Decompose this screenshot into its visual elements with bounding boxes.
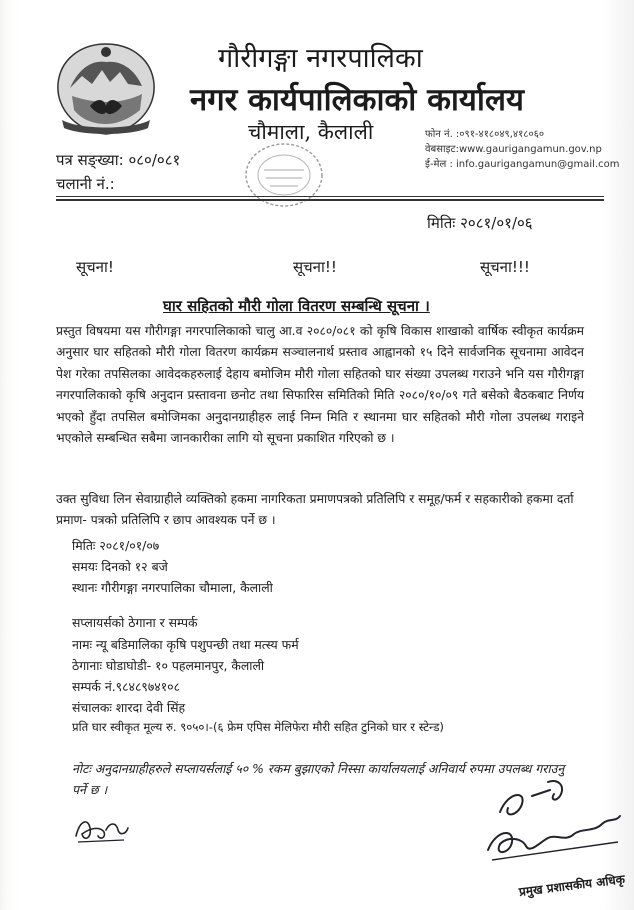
supplier-operator: संचालकः शारदा देवी सिंह [72, 700, 186, 715]
dispatch-number: चलानी नं.: [56, 175, 115, 193]
officer-signature [478, 772, 628, 872]
office-email[interactable]: ई-मेल : info.gaurigangamun@gmail.com [425, 159, 620, 170]
supplier-contact: सम्पर्क नं.९८४८९७४१०८ [72, 679, 181, 694]
notice-paragraph-1: प्रस्तुत विषयमा यस गौरीगङ्गा नगरपालिकाको चालु आ.व २०८०/०८१ को कृषि विकास शाखाको वार्षिक स्वीकृत कार्यक्रम अनुसार घार सहितको मौरी गोला वितरण कार्यक्रम सञ्चालनार्थ प्रस्ताव आह्वानको १५ दिने सार्वजनिक सूचनामा आवेदन पेश गरेका तपसिलका आवेदकहरुलाई देहाय बमोजिम मौरी गोला सहितको घार संख्या उपलब्ध गराउने भनि यस गौरीगङ्गा नगरपालिकाको कृषि अनुदान प्रस्तावना छनोट तथा सिफारिस समितिको मिति २०८०/१०/०९ गते बसेको बैठकबाट निर्णय भएको हुँदा तपसिल बमोजिमका अनुदानग्राहीहरु लाई निम्न मिति र स्थानमा घार सहितको मौरी गोला उपलब्ध गराइने भएकोले सम्बन्धित सबैमा जानकारीका लागि यो सूचना प्रकाशित गरिएको छ । [56, 324, 584, 446]
initials-signature [70, 810, 132, 848]
signatory-title: प्रमुख प्रशासकीय अधिकृ [518, 872, 626, 900]
notice-label-1: सूचना! [76, 258, 114, 276]
office-location: चौमाला, कैलाली [248, 120, 374, 144]
distribution-date: मितिः २०८१/०१/०७ [72, 538, 160, 553]
hive-price: प्रति घार स्वीकृत मूल्य रु. ९०५०।-(६ फ्रेम एपिस मेलिफेरा मौरी सहित टुनिको घार र स्टेन्ड) [72, 720, 444, 734]
office-website[interactable]: वेबसाइट:www.gaurigangamun.gov.np [425, 144, 602, 155]
notice-subject: घार सहितको मौरी गोला वितरण सम्बन्धि सूचना । [163, 297, 430, 315]
supplier-heading: सप्लायर्सको ठेगाना र सम्पर्क [72, 615, 198, 630]
letter-number: पत्र सङ्ख्या: ०८०/०८१ [56, 151, 181, 169]
notice-note: नोटः अनुदानग्राहीहरुले सप्लायर्सलाई ५० % रकम बुझाएको निस्सा कार्यालयलाई अनिवार्य रुपमा उपलब्ध गराउनु पर्ने छ । [72, 761, 565, 797]
notice-label-3: सूचना!!! [480, 258, 530, 276]
header-divider-thick [56, 199, 604, 201]
notice-paragraph-2: उक्त सुविधा लिन सेवाग्राहीले व्यक्तिको हकमा नागरिकता प्रमाणपत्रको प्रतिलिपि र समूह/फर्म र सहकारीको हकमा दर्ता प्रमाण- पत्रको प्रतिलिपि र छाप आवश्यक पर्ने छ । [56, 492, 574, 528]
notice-label-2: सूचना!! [293, 258, 337, 276]
distribution-time: समयः दिनको १२ बजे [72, 559, 168, 574]
nepal-emblem-logo [50, 40, 162, 138]
header-divider [56, 196, 604, 197]
supplier-address: ठेगानाः घोडाघोडी- १० पहलमानपुर, कैलाली [72, 658, 265, 673]
office-title: नगर कार्यपालिकाको कार्यालय [190, 82, 524, 118]
supplier-name: नामः न्यू बडिमालिका कृषि पशुपन्छी तथा मत्स्य फर्म [72, 637, 299, 652]
letter-date: मितिः २०८१/०१/०६ [427, 214, 533, 232]
distribution-place: स्थानः गौरीगङ्गा नगरपालिका चौमाला, कैलाली [72, 580, 273, 595]
office-phone: फोन नं. :०९१-४१८०४९,४१८०६० [425, 129, 545, 140]
municipality-name: गौरीगङ्गा नगरपालिका [218, 43, 423, 74]
